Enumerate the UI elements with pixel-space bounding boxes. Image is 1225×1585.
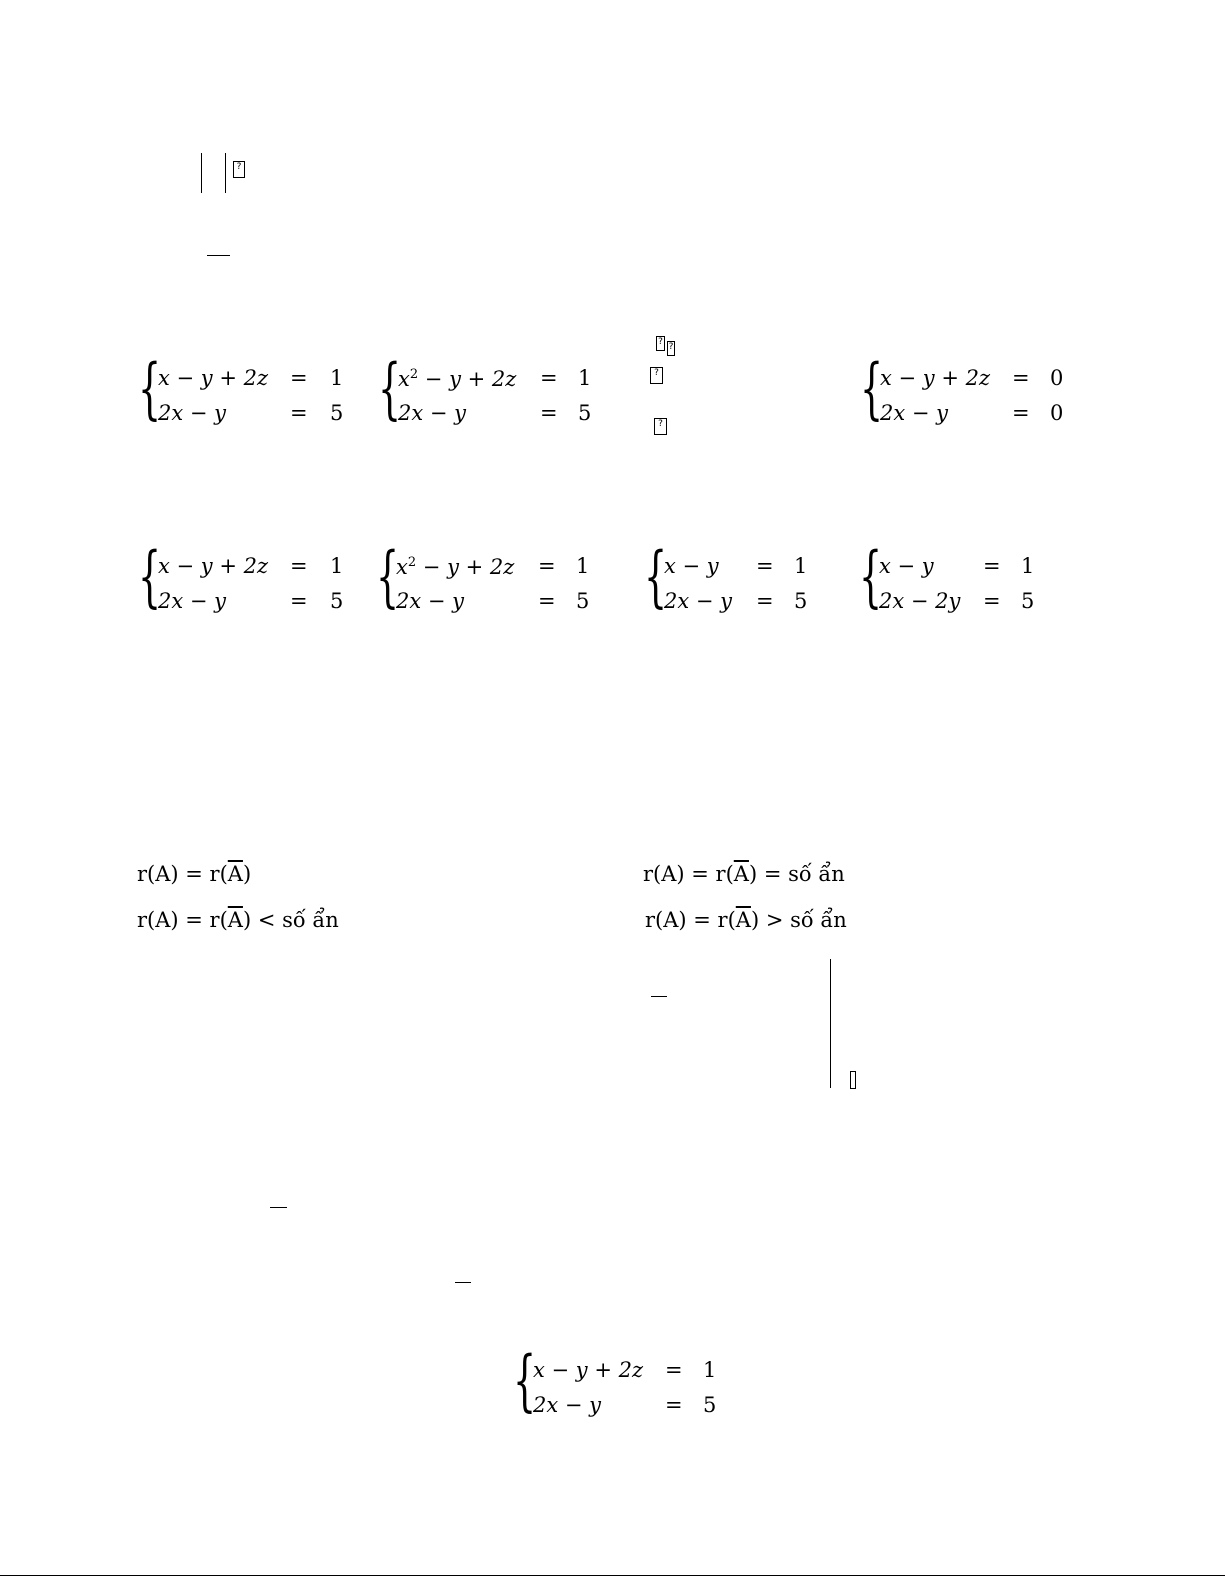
equation-rhs: 5 xyxy=(1021,589,1035,613)
brace: { xyxy=(378,350,402,427)
equals-sign: = xyxy=(538,554,556,578)
equation-lhs: x − y + 2z xyxy=(158,366,269,390)
rank-condition-b: $r(A) = r(\overline{A})$ = số ẩn xyxy=(643,862,845,886)
equals-sign: = xyxy=(540,401,558,425)
equals-sign: = xyxy=(756,554,774,578)
abs-bar-right xyxy=(225,153,226,193)
equation-lhs: 2x − y xyxy=(664,589,733,613)
equation-lhs: $x^2 - y + 2z$ xyxy=(398,367,517,391)
rank-condition-d: $r(A) = r(\overline{A})$ > số ẩn xyxy=(645,908,847,932)
equation-lhs: 2x − y xyxy=(396,589,465,613)
equation-rhs: 1 xyxy=(703,1358,717,1382)
equation-system xyxy=(860,350,1080,432)
equation-system xyxy=(138,350,358,432)
equation-rhs: 1 xyxy=(330,366,344,390)
equation-system xyxy=(378,350,608,432)
brace: { xyxy=(138,538,162,615)
brace: { xyxy=(859,538,883,615)
equation-rhs: 1 xyxy=(330,554,344,578)
equation-system xyxy=(376,538,606,620)
equation-rhs: 0 xyxy=(1050,366,1064,390)
equation-rhs: 0 xyxy=(1050,401,1064,425)
brace: { xyxy=(138,350,162,427)
equation-rhs: 5 xyxy=(703,1393,717,1417)
equation-rhs: 5 xyxy=(794,589,808,613)
equation-system xyxy=(644,538,824,620)
equals-sign: = xyxy=(290,554,308,578)
equation-rhs: 1 xyxy=(794,554,808,578)
equation-rhs: 1 xyxy=(1021,554,1035,578)
equals-sign: = xyxy=(540,366,558,390)
abs-bar-left xyxy=(201,153,202,193)
equation-rhs: 5 xyxy=(576,589,590,613)
equation-lhs: 2x − y xyxy=(880,401,949,425)
equals-sign: = xyxy=(983,589,1001,613)
equation-lhs: x − y + 2z xyxy=(533,1358,644,1382)
equation-rhs: 5 xyxy=(330,589,344,613)
equals-sign: = xyxy=(1012,366,1030,390)
equation-lhs: x − y + 2z xyxy=(158,554,269,578)
page-bottom-rule xyxy=(0,1575,1225,1576)
equation-system xyxy=(138,538,358,620)
equation-lhs: 2x − y xyxy=(158,401,227,425)
vertical-rule xyxy=(830,959,831,1088)
equals-sign: = xyxy=(290,589,308,613)
equals-sign: = xyxy=(756,589,774,613)
equals-sign: = xyxy=(538,589,556,613)
equation-lhs: x − y + 2z xyxy=(880,366,991,390)
missing-glyph-icon: ? xyxy=(650,367,663,384)
equals-sign: = xyxy=(665,1393,683,1417)
overline-fragment xyxy=(455,1282,471,1283)
brace: { xyxy=(644,538,668,615)
missing-glyph-icon xyxy=(850,1071,856,1089)
equation-lhs: x − y xyxy=(879,554,934,578)
overline-fragment xyxy=(207,255,230,256)
brace: { xyxy=(860,350,884,427)
equation-rhs: 5 xyxy=(330,401,344,425)
equals-sign: = xyxy=(290,366,308,390)
equation-lhs: x − y xyxy=(664,554,719,578)
equation-rhs: 5 xyxy=(578,401,592,425)
equation-lhs: 2x − y xyxy=(158,589,227,613)
missing-glyph-icon: ? xyxy=(667,341,675,356)
equation-rhs: 1 xyxy=(578,366,592,390)
equation-rhs: 1 xyxy=(576,554,590,578)
equals-sign: = xyxy=(983,554,1001,578)
equation-lhs: $x^2 - y + 2z$ xyxy=(396,555,515,579)
overline-fragment xyxy=(651,996,667,997)
equation-lhs: 2x − 2y xyxy=(879,589,961,613)
brace: { xyxy=(513,1342,537,1419)
equation-lhs: 2x − y xyxy=(398,401,467,425)
equals-sign: = xyxy=(665,1358,683,1382)
equation-system xyxy=(513,1342,733,1424)
equation-lhs: 2x − y xyxy=(533,1393,602,1417)
overline-fragment xyxy=(270,1207,287,1208)
equation-system xyxy=(859,538,1059,620)
rank-condition-c: $r(A) = r(\overline{A})$ < số ẩn xyxy=(137,908,339,932)
missing-glyph-icon: ? xyxy=(654,418,667,435)
equals-sign: = xyxy=(290,401,308,425)
missing-glyph-icon: ? xyxy=(656,336,665,351)
equals-sign: = xyxy=(1012,401,1030,425)
brace: { xyxy=(376,538,400,615)
rank-condition-a: $r(A) = r(\overline{A})$ xyxy=(137,862,252,886)
missing-glyph-icon: ? xyxy=(233,161,245,178)
